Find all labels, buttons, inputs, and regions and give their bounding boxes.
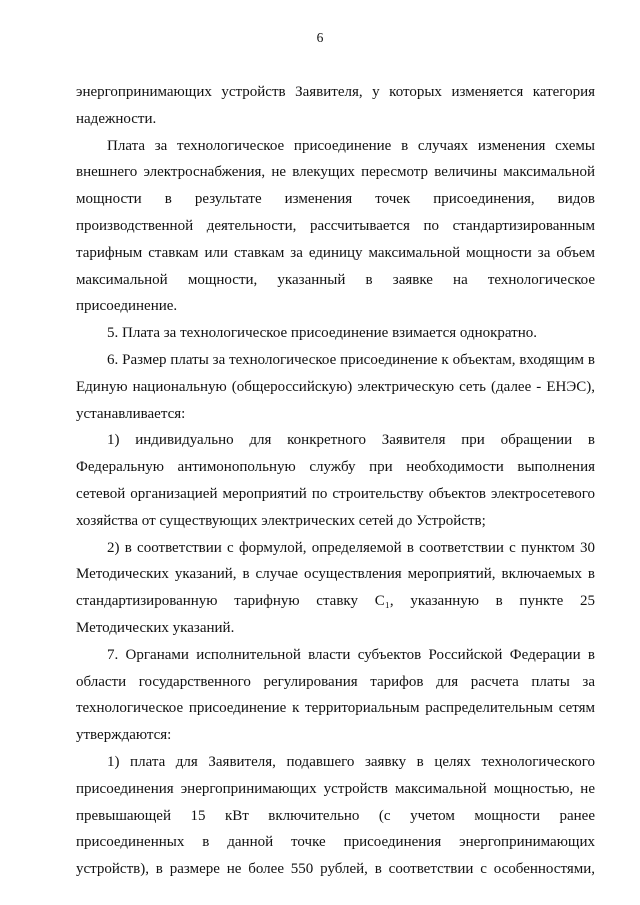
paragraph-item-6: 6. Размер платы за технологическое присоединение к объектам, входящим в Единую национальную (общероссийскую) электрическую сеть (далее - ЕНЭС), устанавливается:	[76, 351, 595, 422]
paragraph-fee-external-supply: Плата за технологическое присоединение в случаях изменения схемы внешнего электроснабжения, не влекущих пересмотр величины максимальной мощности в результате изменения точек присоединения, видов производственной деятельности, рассчитывается по стандартизированным тарифным ставкам или ставкам за единицу максимальной мощности за объем максимальной мощности, указанный в заявке на технологическое присоединение.	[76, 137, 595, 315]
document-body	[76, 79, 595, 883]
paragraph-item-5: 5. Плата за технологическое присоединение взимается однократно.	[107, 325, 537, 342]
paragraph-item-6-2: 2) в соответствии с формулой, определяемой в соответствии с пунктом 30 Методических указаний, в случае осуществления мероприятий, включаемых в стандартизированную тарифную ставку C₁, указанную в пункте 25 Методических указаний.	[76, 539, 595, 636]
page-number: 6	[316, 30, 324, 45]
paragraph-continuation: энергопринимающих устройств Заявителя, у которых изменяется категория надежности.	[76, 84, 595, 127]
paragraph-item-7-1: 1) плата для Заявителя, подавшего заявку в целях технологического присоединения энергопринимающих устройств максимальной мощностью, не превышающей 15 кВт включительно (с учетом мощности ранее присоединенных в данной точке присоединения энергопринимающих устройств), в размере не более 550 рублей, в соответствии с особенностями,	[76, 753, 595, 878]
paragraph-item-7: 7. Органами исполнительной власти субъектов Российской Федерации в области государственного регулирования тарифов для расчета платы за технологическое присоединение к территориальным распределительным сетям утверждаются:	[76, 646, 595, 744]
paragraph-item-6-1: 1) индивидуально для конкретного Заявителя при обращении в Федеральную антимонопольную службу при необходимости выполнения сетевой организацией мероприятий по строительству объектов электросетевого хозяйства от существующих электрических сетей до Устройств;	[76, 432, 595, 529]
